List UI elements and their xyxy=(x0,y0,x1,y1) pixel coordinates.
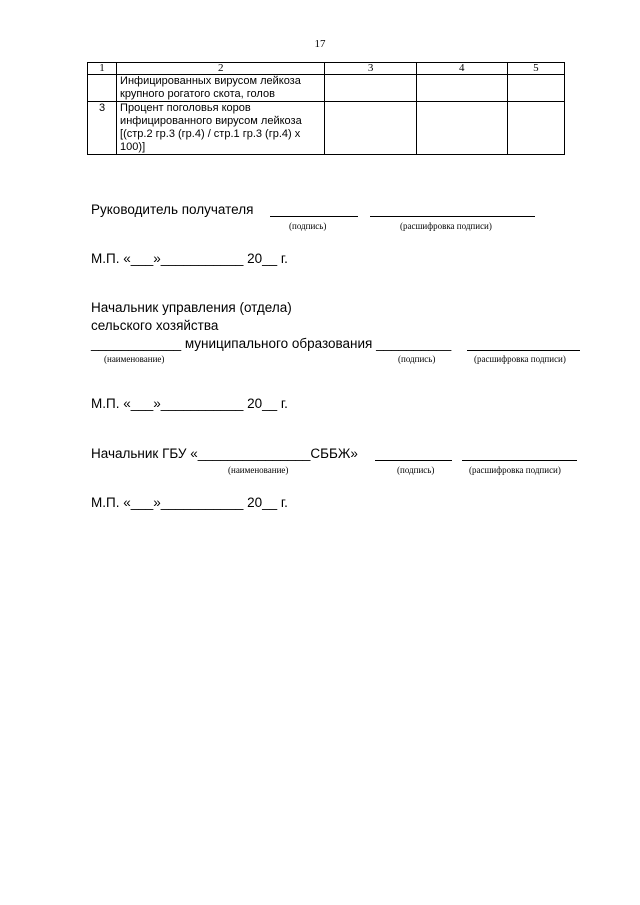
row-name: Инфицированных вирусом лейкоза крупного рогатого скота, голов xyxy=(117,75,325,102)
table-cell xyxy=(507,102,564,155)
decode-caption: (расшифровка подписи) xyxy=(469,465,561,475)
signature-caption: (подпись) xyxy=(289,221,327,231)
name-caption: (наименование) xyxy=(228,465,289,475)
stamp-date-line: М.П. «___»___________ 20__ г. xyxy=(91,495,288,510)
decode-line xyxy=(467,350,580,351)
table-row xyxy=(88,102,565,155)
head-gbu-label: Начальник ГБУ «_______________СББЖ» xyxy=(91,446,358,461)
table-cell xyxy=(325,102,416,155)
signature-line xyxy=(375,460,452,461)
signature-caption: (подпись) xyxy=(398,354,436,364)
row-name: Процент поголовья коров инфицированного вирусом лейкоза [(стр.2 гр.3 (гр.4) / стр.1 гр.3 (гр.4) х 100)] xyxy=(117,102,325,155)
table-cell xyxy=(507,75,564,102)
header-cell: 1 xyxy=(88,63,117,75)
municipality-line: ____________ муниципального образования __________ xyxy=(91,336,452,351)
table-row xyxy=(88,75,565,102)
table-header-row xyxy=(88,63,565,75)
head-recipient-label: Руководитель получателя xyxy=(91,202,254,217)
decode-line xyxy=(462,460,577,461)
data-table xyxy=(87,62,565,155)
header-cell: 3 xyxy=(325,63,416,75)
row-number: 3 xyxy=(88,102,117,155)
page-number: 17 xyxy=(314,38,326,50)
header-cell: 5 xyxy=(507,63,564,75)
signature-caption: (подпись) xyxy=(397,465,435,475)
table-cell xyxy=(416,102,507,155)
stamp-date-line: М.П. «___»___________ 20__ г. xyxy=(91,396,288,411)
header-cell: 2 xyxy=(117,63,325,75)
table-cell xyxy=(416,75,507,102)
decode-caption: (расшифровка подписи) xyxy=(474,354,566,364)
head-department-label: Начальник управления (отдела) xyxy=(91,300,292,315)
stamp-date-line: М.П. «___»___________ 20__ г. xyxy=(91,251,288,266)
decode-line xyxy=(370,216,535,217)
row-number xyxy=(88,75,117,102)
agriculture-label: сельского хозяйства xyxy=(91,318,219,333)
signature-line xyxy=(270,216,358,217)
table-cell xyxy=(325,75,416,102)
decode-caption: (расшифровка подписи) xyxy=(400,221,492,231)
name-caption: (наименование) xyxy=(104,354,165,364)
header-cell: 4 xyxy=(416,63,507,75)
